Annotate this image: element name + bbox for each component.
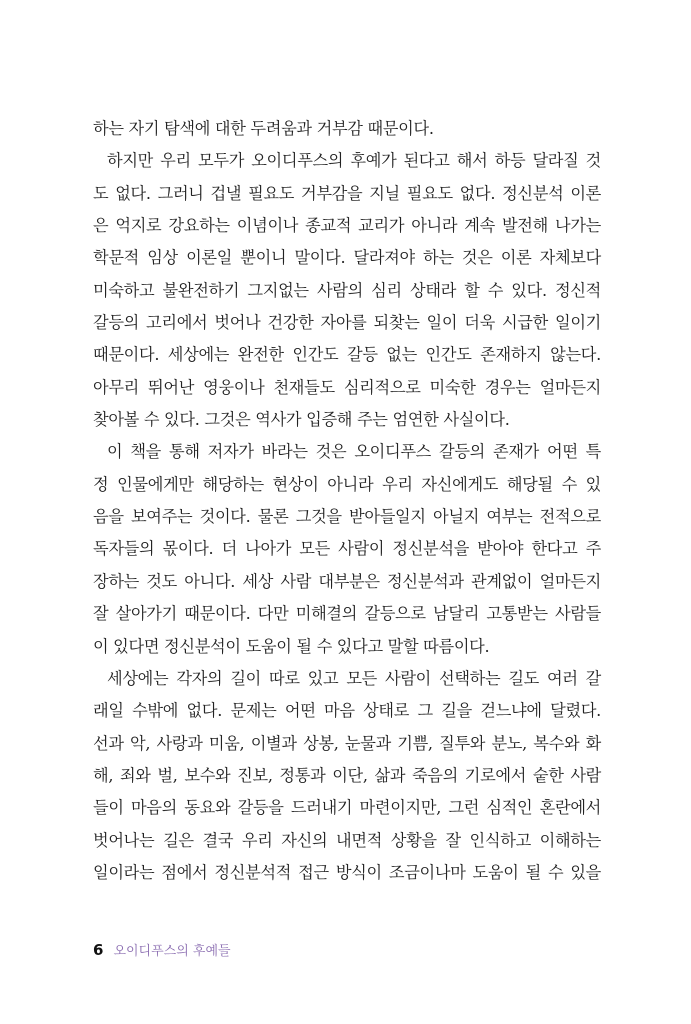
text-line: 장하는 것도 아니다. 세상 사람 대부분은 정신분석과 관계없이 얼마든지 <box>93 571 601 591</box>
body-text <box>93 113 601 889</box>
text-line: 정 인물에게만 해당하는 현상이 아니라 우리 자신에게도 해당될 수 있 <box>93 474 601 494</box>
text-line: 해, 죄와 벌, 보수와 진보, 정통과 이단, 삶과 죽음의 기로에서 숱한 사람 <box>93 765 601 785</box>
text-line: 때문이다. 세상에는 완전한 인간도 갈등 없는 인간도 존재하지 않는다. <box>93 345 601 365</box>
text-line: 갈등의 고리에서 벗어나 건강한 자아를 되찾는 일이 더욱 시급한 일이기 <box>93 313 601 333</box>
text-line: 벗어나는 길은 결국 우리 자신의 내면적 상황을 잘 인식하고 이해하는 <box>93 830 601 850</box>
text-line: 들이 마음의 동요와 갈등을 드러내기 마련이지만, 그런 심적인 혼란에서 <box>93 798 601 818</box>
page-footer <box>93 940 231 959</box>
text-line: 하지만 우리 모두가 오이디푸스의 후예가 된다고 해서 하등 달라질 것 <box>107 151 601 171</box>
text-line: 이 책을 통해 저자가 바라는 것은 오이디푸스 갈등의 존재가 어떤 특 <box>107 442 601 462</box>
text-line: 미숙하고 불완전하기 그지없는 사람의 심리 상태라 할 수 있다. 정신적 <box>93 280 601 300</box>
page-number: 6 <box>93 941 104 959</box>
text-line: 하는 자기 탐색에 대한 두려움과 거부감 때문이다. <box>93 119 434 138</box>
text-line: 래일 수밖에 없다. 문제는 어떤 마음 상태로 그 길을 걷느냐에 달렸다. <box>93 701 601 721</box>
text-line: 찾아볼 수 있다. 그것은 역사가 입증해 주는 엄연한 사실이다. <box>93 410 510 430</box>
text-line: 이 있다면 정신분석이 도움이 될 수 있다고 말할 따름이다. <box>93 636 490 656</box>
running-title: 오이디푸스의 후예들 <box>113 944 231 959</box>
text-line: 도 없다. 그러니 겁낼 필요도 거부감을 지닐 필요도 없다. 정신분석 이론 <box>93 183 601 203</box>
text-line: 학문적 임상 이론일 뿐이니 말이다. 달라져야 하는 것은 이론 자체보다 <box>93 248 601 268</box>
text-line: 잘 살아가기 때문이다. 다만 미해결의 갈등으로 남달리 고통받는 사람들 <box>93 604 601 624</box>
text-line: 음을 보여주는 것이다. 물론 그것을 받아들일지 아닐지 여부는 전적으로 <box>93 507 601 527</box>
text-line: 은 억지로 강요하는 이념이나 종교적 교리가 아니라 계속 발전해 나가는 <box>93 216 601 236</box>
text-line: 세상에는 각자의 길이 따로 있고 모든 사람이 선택하는 길도 여러 갈 <box>107 668 601 688</box>
text-line: 선과 악, 사랑과 미움, 이별과 상봉, 눈물과 기쁨, 질투와 분노, 복수와 화 <box>93 733 601 753</box>
text-line: 일이라는 점에서 정신분석적 접근 방식이 조금이나마 도움이 될 수 있을 <box>93 862 601 882</box>
text-line: 독자들의 몫이다. 더 나아가 모든 사람이 정신분석을 받아야 한다고 주 <box>93 539 601 559</box>
text-line: 아무리 뛰어난 영웅이나 천재들도 심리적으로 미숙한 경우는 얼마든지 <box>93 377 601 397</box>
